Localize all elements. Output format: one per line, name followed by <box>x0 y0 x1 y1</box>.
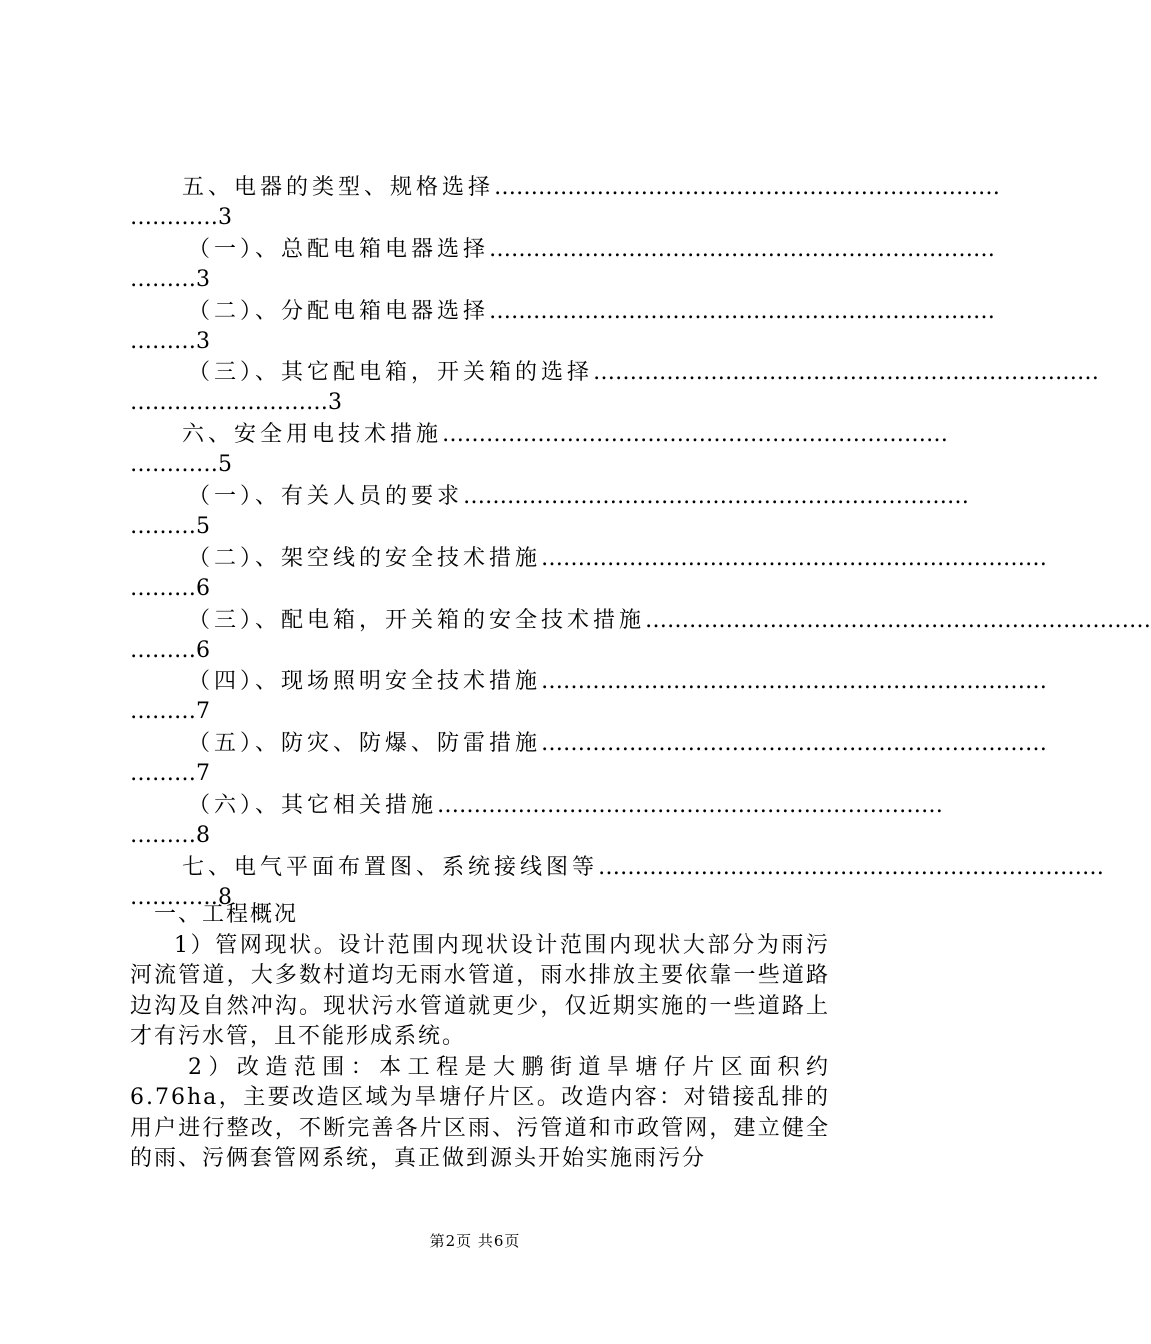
toc-leader-dots: …………………………………………………………… <box>489 236 996 262</box>
toc-entry-page: …………8 <box>130 884 232 910</box>
toc-leader-dots: …………………………………………………………… <box>541 545 1048 571</box>
toc-entry-title: （三）、配电箱，开关箱的安全技术措施 <box>188 607 646 633</box>
toc-entry[interactable] <box>130 481 970 543</box>
toc-leader-dots: …………………………………………………………… <box>645 607 1151 633</box>
toc-entry[interactable] <box>130 357 1100 419</box>
paragraph-network-status: 1）管网现状。设计范围内现状设计范围内现状大部分为雨污河流管道，大多数村道均无雨水管道，雨水排放主要依靠一些道路边沟及自然冲沟。现状污水管道就更少，仅近期实施的一些道路上才有污水管，且不能形成系统。 <box>130 932 830 1049</box>
toc-entry-page: ………7 <box>130 761 210 787</box>
toc-entry-page: ………6 <box>130 637 210 663</box>
body-text <box>130 900 830 1175</box>
toc-entry-title: 七、电气平面布置图、系统接线图等 <box>182 854 599 880</box>
toc-entry-title: （四）、现场照明安全技术措施 <box>188 669 542 695</box>
toc-leader-dots: …………………………………………………………… <box>494 175 1001 200</box>
toc-leader-dots: …………………………………………………………… <box>437 792 944 818</box>
toc-entry[interactable] <box>130 419 949 481</box>
toc-entry-page: …………5 <box>130 452 232 478</box>
paragraph-renovation-scope: 2）改造范围：本工程是大鹏街道旱塘仔片区面积约6.76ha，主要改造区域为旱塘仔片区。改造内容：对错接乱排的用户进行整改，不断完善各片区雨、污管道和市政管网，建立健全的雨、污俩套管网系统，真正做到源头开始实施雨污分 <box>130 1054 830 1171</box>
toc-leader-dots: …………………………………………………………… <box>541 669 1048 695</box>
toc-entry-title: （一）、总配电箱电器选择 <box>188 236 490 262</box>
toc-entry-page: ………5 <box>130 513 210 539</box>
section-heading: 一、工程概况 <box>154 902 299 927</box>
toc-entry[interactable] <box>130 296 996 358</box>
toc-entry[interactable] <box>130 172 1001 234</box>
toc-entry-page: ………3 <box>130 328 210 354</box>
toc-leader-dots: …………………………………………………………… <box>598 854 1105 880</box>
toc-entry-title: 五、电器的类型、规格选择 <box>182 175 495 200</box>
toc-entry[interactable] <box>130 543 1048 605</box>
toc-entry-title: （五）、防灾、防爆、防雷措施 <box>188 731 542 757</box>
toc-entry[interactable] <box>130 234 996 296</box>
toc-entry[interactable] <box>130 605 1151 667</box>
toc-leader-dots: …………………………………………………………… <box>463 483 970 509</box>
toc-entry[interactable] <box>130 666 1048 728</box>
toc-entry-page: ………3 <box>130 266 210 292</box>
toc-entry-title: （六）、其它相关措施 <box>188 792 438 818</box>
toc-leader-dots: …………………………………………………………… <box>442 422 949 448</box>
toc-entry-page: …………3 <box>130 205 232 230</box>
table-of-contents <box>130 172 1151 914</box>
toc-entry-page: ………6 <box>130 575 210 601</box>
toc-entry-title: （二）、架空线的安全技术措施 <box>188 545 542 571</box>
toc-entry[interactable] <box>130 728 1048 790</box>
toc-entry-page: ………………………3 <box>130 390 342 416</box>
toc-entry[interactable] <box>130 790 944 852</box>
toc-entry-page: ………8 <box>130 822 210 848</box>
toc-entry-title: （三）、其它配电箱，开关箱的选择 <box>188 360 594 386</box>
toc-leader-dots: …………………………………………………………… <box>593 360 1100 386</box>
page-footer: 第2页 共6页 <box>429 1232 521 1250</box>
toc-leader-dots: …………………………………………………………… <box>489 298 996 324</box>
toc-entry-title: 六、安全用电技术措施 <box>182 422 443 448</box>
toc-entry-page: ………7 <box>130 699 210 725</box>
toc-entry-title: （二）、分配电箱电器选择 <box>188 298 490 324</box>
toc-entry-title: （一）、有关人员的要求 <box>188 483 464 509</box>
toc-leader-dots: …………………………………………………………… <box>541 731 1048 757</box>
